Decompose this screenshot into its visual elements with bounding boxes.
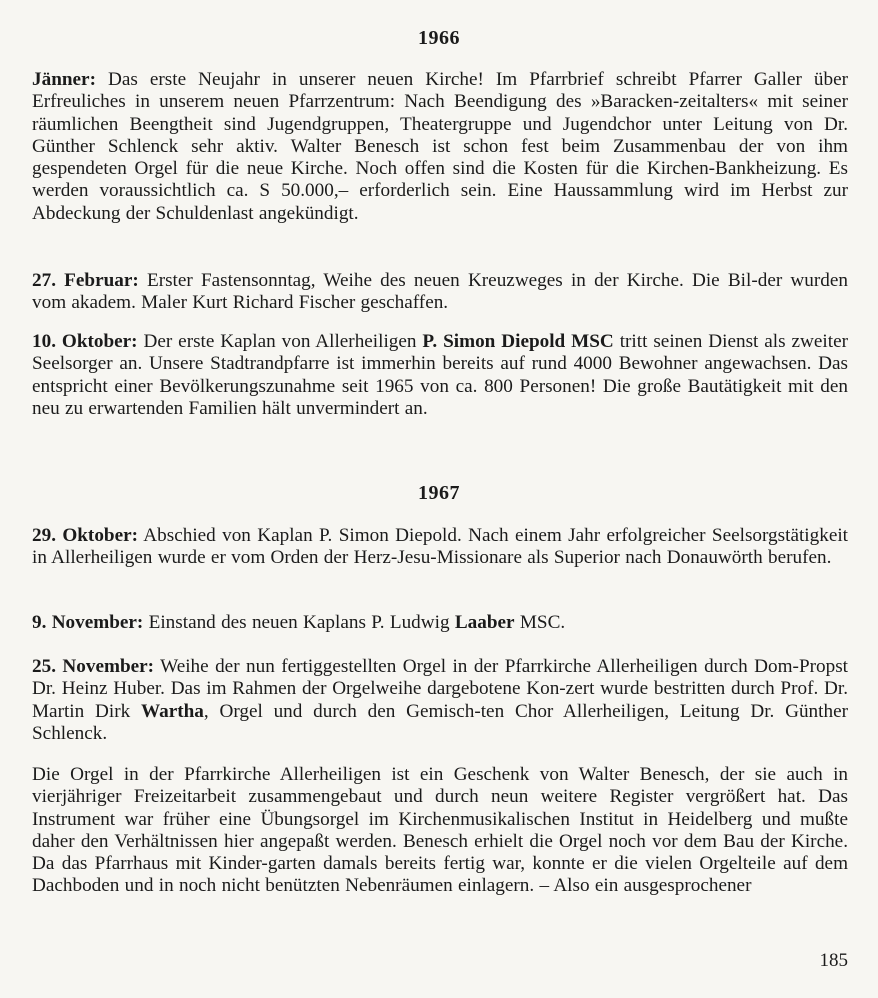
paragraph-jaenner [32,69,848,225]
paragraph-29-oktober [32,525,848,570]
entry-text: Erster Fastensonntag, Weihe des neuen Kreuzweges in der Kirche. Die Bil-der wurden vom akadem. Maler Kurt Richard Fischer geschaffen. [32,270,848,314]
entry-text: , Orgel und durch den Gemisch-ten Chor Allerheiligen, Leitung Dr. Günther Schlenck. [32,700,848,744]
name-emphasis: Laaber [454,612,515,633]
entry-text: Einstand des neuen Kaplans P. Ludwig [143,612,455,633]
entry-date: Jänner: [32,69,96,90]
entry-text: Das erste Neujahr in unserer neuen Kirche! Im Pfarrbrief schreibt Pfarrer Galler über Erfreuliches in unserem neuen Pfarrzentrum: Nach Beendigung des »Baracken-zeitalters« mit seiner räumlichen Beengtheit sind Jugendgruppen, Theatergruppe und Jugendchor unter Leitung von Dr. Günther Schlenck sehr aktiv. Walter Benesch ist schon fest beim Zusammenbau der von ihm gespendeten Orgel für die neue Kirche. Noch offen sind die Kosten für die Kirchen-Bankheizung. Es werden voraussichtlich ca. S 50.000,– erforderlich sein. Eine Haussammlung wird im Herbst zur Abdeckung der Schuldenlast angekündigt. [32,69,848,224]
year-heading-1966: 1966 [418,27,460,49]
paragraph-10-oktober [32,331,848,420]
entry-date: 29. Oktober: [32,525,139,546]
entry-date: 25. November: [32,656,155,677]
entry-date: 27. Februar: [32,270,139,291]
paragraph-orgel [32,764,848,898]
paragraph-27-februar [32,270,848,315]
entry-date: 10. Oktober: [32,331,138,352]
year-heading-1967: 1967 [418,482,460,504]
entry-date: 9. November: [32,612,144,633]
entry-text: tritt seinen Dienst als zweiter Seelsorger an. Unsere Stadtrandpfarre ist immerhin bereits auf rund 4000 Bewohner angewachsen. Das entspricht einer Bevölkerungszunahme seit 1965 von ca. 800 Personen! Die große Bautätigkeit mit den neu zu erwartenden Familien hält unvermindert an. [32,331,848,419]
paragraph-25-november [32,656,848,745]
entry-text: MSC. [514,612,566,633]
entry-text: Abschied von Kaplan P. Simon Diepold. Nach einem Jahr erfolgreicher Seelsorgstätigkeit in Allerheiligen wurde er vom Orden der Herz-Jesu-Missionare als Superior nach Donauwörth berufen. [32,525,848,569]
entry-text: Weihe der nun fertiggestellten Orgel in der Pfarrkirche Allerheiligen durch Dom-Propst Dr. Heinz Huber. Das im Rahmen der Orgelweihe dargebotene Kon-zert wurde bestritten durch Prof. Dr. Martin Dirk [32,656,848,722]
name-emphasis: P. Simon Diepold MSC [422,331,614,352]
entry-text: Der erste Kaplan von Allerheiligen [137,331,423,352]
entry-text: Die Orgel in der Pfarrkirche Allerheiligen ist ein Geschenk von Walter Benesch, der sie auch in vierjähriger Freizeitarbeit zusammengebaut und durch neun weitere Register vergrößert hat. Das Instrument war früher eine Übungsorgel im Kirchenmusikalischen Institut in Heidelberg und mußte daher den Verhältnissen hier angepaßt werden. Benesch erhielt die Orgel noch vor dem Bau der Kirche. Da das Pfarrhaus mit Kinder-garten damals bereits fertig war, konnte er die vielen Orgelteile auf dem Dachboden und in noch nicht benützten Nebenräumen einlagern. – Also ein ausgesprochener [32,764,848,897]
page-number: 185 [819,950,848,971]
paragraph-9-november [32,612,848,634]
name-emphasis: Wartha [140,700,204,722]
